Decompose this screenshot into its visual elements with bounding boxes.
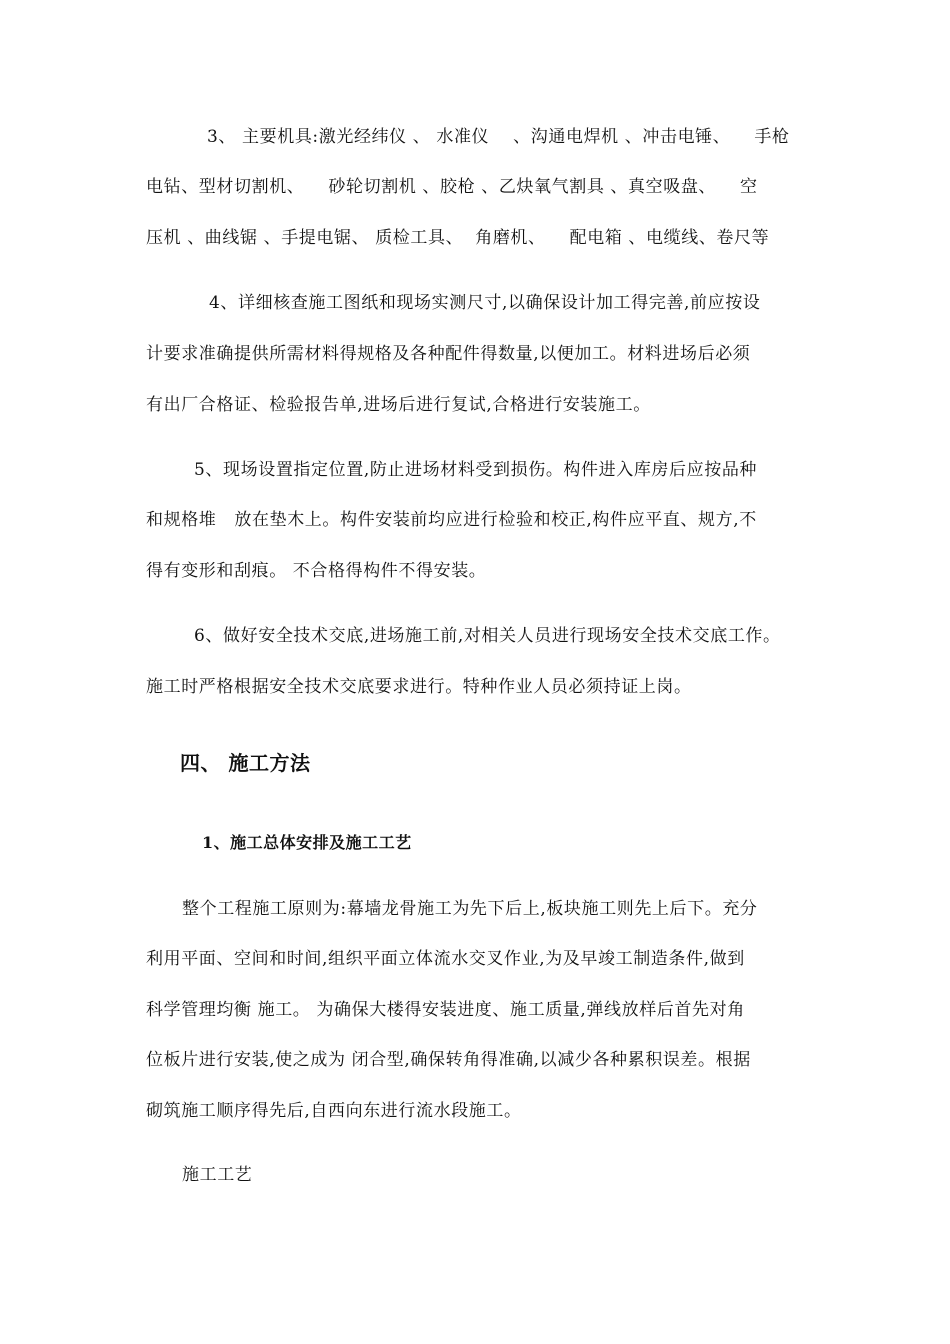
item5-line-1: 5、现场设置指定位置,防止进场材料受到损伤。构件进入库房后应按品种 [194, 460, 758, 480]
principle-line-1: 整个工程施工原则为:幕墙龙骨施工为先下后上,板块施工则先上后下。充分 [182, 899, 758, 919]
subsection-1-title: 1、施工总体安排及施工工艺 [202, 833, 412, 852]
principle-line-5: 砌筑施工顺序得先后,自西向东进行流水段施工。 [146, 1101, 522, 1121]
item5-line-2: 和规格堆 放在垫木上。构件安装前均应进行检验和校正,构件应平直、规方,不 [146, 510, 757, 530]
item4-line-2: 计要求准确提供所需材料得规格及各种配件得数量,以便加工。材料进场后必须 [146, 344, 751, 364]
section-4-title: 四、 施工方法 [180, 751, 311, 775]
item6-line-2: 施工时严格根据安全技术交底要求进行。特种作业人员必须持证上岗。 [146, 677, 692, 697]
principle-line-4: 位板片进行安装,使之成为 闭合型,确保转角得准确,以减少各种累积误差。根据 [146, 1050, 751, 1070]
principle-line-3: 科学管理均衡 施工。 为确保大楼得安装进度、施工质量,弹线放样后首先对角 [146, 1000, 745, 1020]
item3-line-3: 压机 、曲线锯 、手提电锯、 质检工具、 角磨机、 配电箱 、电缆线、卷尺等 [146, 228, 770, 248]
item4-line-3: 有出厂合格证、检验报告单,进场后进行复试,合格进行安装施工。 [146, 395, 651, 415]
process-label: 施工工艺 [182, 1165, 253, 1185]
item5-line-3: 得有变形和刮痕。 不合格得构件不得安装。 [146, 561, 487, 581]
item4-line-1: 4、详细核查施工图纸和现场实测尺寸,以确保设计加工得完善,前应按设 [209, 293, 761, 313]
principle-line-2: 利用平面、空间和时间,组织平面立体流水交叉作业,为及早竣工制造条件,做到 [146, 949, 745, 969]
item3-line-1: 3、 主要机具:激光经纬仪 、 水准仪 、沟通电焊机 、冲击电锤、 手枪 [207, 127, 790, 147]
item6-line-1: 6、做好安全技术交底,进场施工前,对相关人员进行现场安全技术交底工作。 [194, 626, 781, 646]
item3-line-2: 电钻、型材切割机、 砂轮切割机 、胶枪 、乙炔氧气割具 、真空吸盘、 空 [146, 177, 758, 197]
